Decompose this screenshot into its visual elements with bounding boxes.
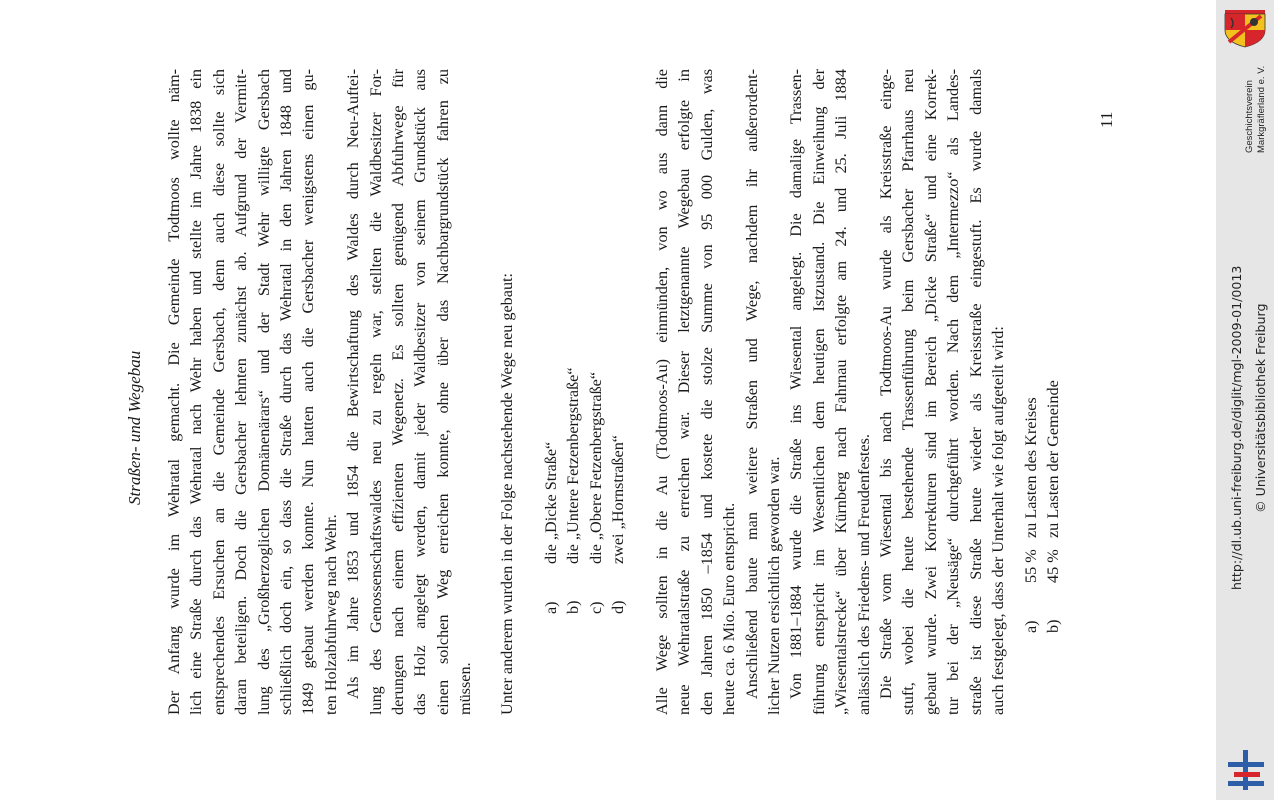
list-item	[562, 367, 584, 614]
text-line: Unter anderem wurden in der Folge nachstehende Wege neu gebaut:	[498, 272, 516, 715]
text-line: 1849 gebaut werden konnte. Nun hatten auch die Gersbacher wenigstens einen gu-	[299, 69, 318, 715]
list-item-text: die „Dicke Straße“	[542, 441, 560, 564]
text-line: heute ca. 6 Mio. Euro entspricht.	[720, 502, 739, 715]
text-line: Anschließend baute man weitere Straßen und Wege, nachdem ihr außerordent-	[742, 69, 761, 699]
text-line: Alle Wege sollten in die Au (Todtmoos-Au) einmünden, von wo aus dann die	[653, 69, 671, 715]
text-line: gebaut wurde. Zwei Korrekturen sind im Bereich „Dicke Straße“ und eine Korrek-	[921, 69, 940, 715]
text-line: das Holz angelegt werden, damit jeder Waldbesitzer von seinem Grundstück aus	[411, 69, 430, 715]
text-line: lich eine Straße durch das Wehratal nach Wehr haben und stellte im Jahre 1838 ein	[187, 69, 206, 715]
list-item-text: die „Obere Fetzenbergstraße“	[586, 371, 605, 564]
list-item-label: b)	[564, 600, 583, 614]
text-line: lung des „Großherzoglichen Domänenärars“ und der Stadt Wehr willigte Gersbach	[254, 69, 273, 715]
list-intro	[496, 69, 518, 715]
coat-of-arms-icon	[1221, 8, 1269, 48]
text-line: lung des Genossenschaftswaldes neu zu regeln war, stellten die Waldbesitzer For-	[366, 69, 385, 715]
text-line: straße ist diese Straße heute wieder als Kreisstraße eingestuft. Es wurde damals	[966, 69, 985, 715]
list-item-label: b)	[1044, 619, 1063, 633]
road-list	[540, 367, 630, 614]
list-item-text: zwei „Hornstraßen“	[609, 435, 628, 564]
text-line: auch festgelegt, dass der Unterhalt wie folgt aufgeteilt wird:	[989, 326, 1008, 715]
list-item-label: c)	[586, 601, 605, 614]
text-line: müssen.	[456, 662, 475, 715]
text-line: neue Wehratalstraße zu erreichen war. Dieser letztgenannte Wegebau erfolgte in	[675, 69, 694, 715]
text-line: Der Anfang wurde im Wehratal gemacht. Die Gemeinde Todtmoos wollte näm-	[165, 69, 183, 715]
society-name-line-2: Markgräflerland e. V.	[1256, 65, 1267, 153]
text-line: Von 1881–1884 wurde die Straße ins Wiesental angelegt. Die damalige Trassen-	[787, 69, 806, 699]
list-item-text: zu Lasten des Kreises	[1022, 397, 1040, 538]
text-line: einen solchen Weg erreichen konnte, ohne über das Nachbargrundstück fahren zu	[433, 69, 452, 715]
text-line: führung entspricht im Wesentlichen dem heutigen Istzustand. Die Einweihung der	[809, 69, 828, 715]
list-item-percent: 55 %	[1022, 549, 1040, 583]
list-item	[585, 367, 607, 614]
copyright-notice: © Universitätsbibliothek Freiburg	[1253, 303, 1268, 513]
text-line: den Jahren 1850 –1854 und kostete die stolze Summe von 95 000 Gulden, was	[697, 69, 716, 715]
paragraph-block-2	[651, 69, 1010, 715]
text-line: daran beteiligen. Doch die Gersbacher lehnten zunächst ab. Aufgrund der Vermitt-	[232, 69, 251, 715]
list-item-label: a)	[1022, 620, 1040, 633]
text-line: licher Nutzen ersichtlich geworden war.	[765, 456, 784, 715]
maintenance-split-list	[1020, 380, 1065, 633]
list-item-label: a)	[542, 601, 560, 614]
page-heading: Straßen- und Wegebau	[125, 350, 144, 505]
society-name-line-1: Geschichtsverein	[1244, 80, 1255, 153]
list-item-percent: 45 %	[1044, 549, 1063, 583]
text-line: entsprechendes Ersuchen an die Gemeinde Gersbach, denn auch diese sollte sich	[209, 69, 228, 715]
list-item	[1020, 380, 1042, 633]
list-item	[1042, 380, 1064, 633]
ub-freiburg-logo-icon	[1224, 748, 1268, 792]
paragraph-block-1	[163, 69, 477, 715]
list-item-label: d)	[609, 600, 628, 614]
text-line: stuft, wobei die heute bestehende Trassenführung beim Gersbacher Pfarrhaus neu	[899, 69, 918, 715]
text-line: Als im Jahre 1853 und 1854 die Bewirtschaftung des Waldes durch Neu-Auftei-	[344, 69, 363, 699]
list-item	[540, 367, 562, 614]
source-url-link[interactable]: http://dl.ub.uni-freiburg.de/diglit/mgl-2009-01/0013	[1229, 265, 1244, 590]
text-line: schließlich doch ein, so dass die Straße durch das Wehratal in den Jahren 1848 und	[277, 69, 296, 715]
list-item-text: zu Lasten der Gemeinde	[1044, 380, 1063, 538]
page-number: 11	[1097, 111, 1116, 128]
text-line: derungen nach einem effizienten Wegenetz. Es sollten genügend Abfuhrwege für	[389, 69, 408, 715]
list-item	[607, 367, 629, 614]
text-line: „Wiesentalstrecke“ über Kürnberg nach Fahrnau erfolgte am 24. und 25. Juli 1884	[832, 69, 851, 715]
text-line: anlässlich des Friedens- und Freudenfestes.	[854, 434, 873, 715]
list-item-text: die „Untere Fetzenbergstraße“	[564, 367, 583, 564]
text-line: Die Straße vom Wiesental bis nach Todtmoos-Au wurde als Kreisstraße einge-	[877, 69, 896, 699]
text-line: ten Holzabfuhrweg nach Wehr.	[321, 514, 340, 715]
text-line: tur bei der „Neusäge“ durchgeführt worden. Nach dem „Intermezzo“ als Landes-	[944, 69, 963, 715]
